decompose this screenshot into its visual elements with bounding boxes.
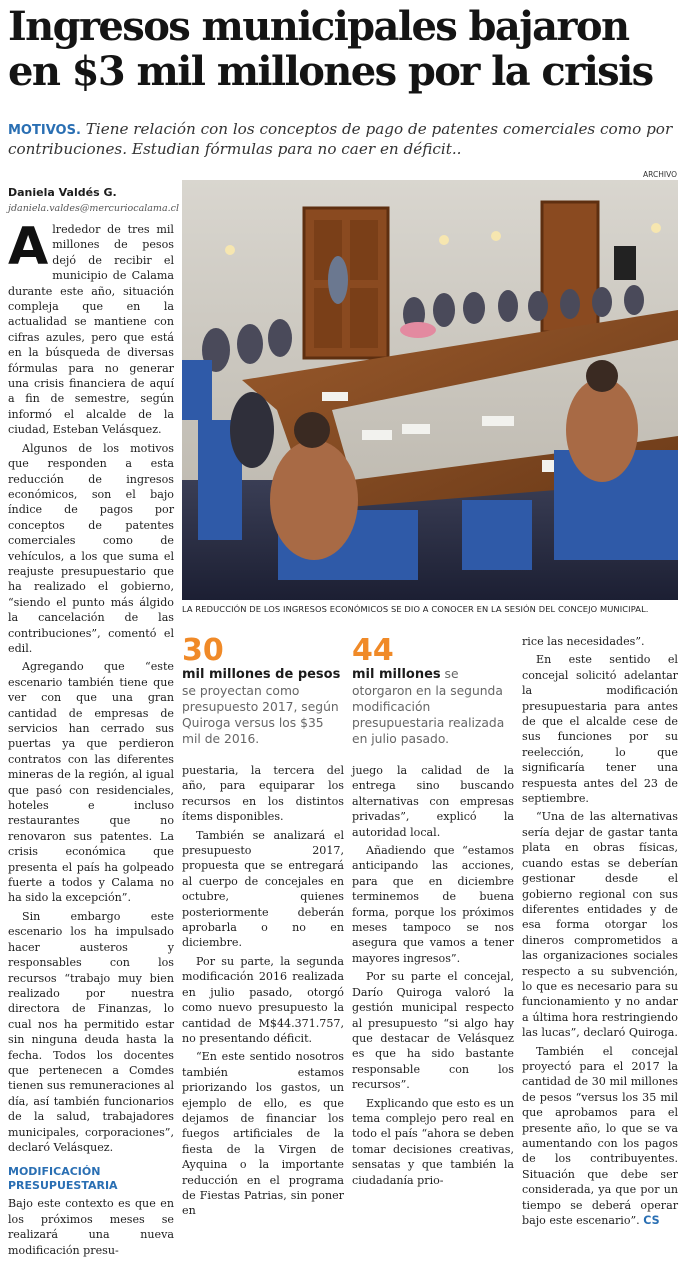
paragraph: Añadiendo que “estamos anticipando las acciones, para que en diciembre terminemos de buena forma, porque los próximos meses tampoco se nos asegura que vamos a tener mayores ingresos”. — [352, 844, 514, 965]
end-mark-icon: CS — [643, 1214, 660, 1228]
deck-kicker: MOTIVOS. — [8, 123, 81, 138]
paragraph: Sin embargo este escenario los ha impulsado hacer austeros y responsables con los recursos “trabajo muy bien realizado por nuestra directora de Finanzas, lo cual nos ha permitido estar sin ninguna deuda hasta la fecha. Todos los docentes que pertenecen a Comdes tienen sus remuneraciones al día, así también funcionarios de la salud, trabajadores municipales, corporaciones”, declaró Velásquez. — [8, 909, 174, 1154]
paragraph: Agregando que “este escenario también tiene que ver con que una gran cantidad de empresas de servicios han cerrado sus puertas ya que perdieron contratos con las diferentes mineras de la región, al igual que pasó con residenciales, hoteles e incluso restaurantes que no renovaron sus patentes. La crisis económica que presenta el país ha golpeado fuerte a todos y Calama no ha sido la excepción”. — [8, 660, 174, 905]
paragraph: rice las necesidades”. — [522, 635, 645, 648]
byline — [8, 186, 178, 214]
article-column-3 — [352, 763, 514, 1191]
stat-callout-30 — [182, 633, 344, 747]
paragraph: También se analizará el presupuesto 2017, propuesta que se entregará al cuerpo de concejales en octubre, quienes posteriormente deberán aprobarla o no en diciembre. — [182, 828, 344, 950]
council-session-photo — [182, 180, 678, 600]
paragraph: Explicando que esto es un tema complejo pero real en todo el país “ahora se deben tomar decisiones creativas, sensatas y que también la ciudadanía prio- — [352, 1096, 514, 1187]
article-column-1 — [8, 217, 174, 1261]
paragraph: También el concejal proyectó para el 2017 la cantidad de 30 mil millones de pesos “versus los 35 mil que aprobamos para el presente año, lo que se va aumentando con los pagos de los contribuyentes. Situación que debe ser considerada, ya que por un tiempo se deberá operar bajo este escenario”. CS — [522, 1044, 678, 1228]
paragraph: Por su parte el concejal, Darío Quiroga valoró la gestión municipal respecto al presupuesto “si algo hay que destacar de Velásquez es que ha sido bastante responsable con los recursos”. — [352, 970, 514, 1092]
article-column-4 — [522, 634, 678, 1231]
author-email: jdaniela.valdes@mercuriocalama.cl — [8, 203, 179, 214]
deck — [8, 120, 678, 159]
stat-text: mil millones se otorgaron en la segunda modificación presupuestaria realizada en julio pasado. — [352, 667, 505, 746]
paragraph: “Una de las alternativas sería dejar de gastar tanta plata en obras físicas, cuando estas se deberían gestionar desde el gobierno regional con sus diferentes entidades y de esa forma otorgar los dineros comprometidos a las organizaciones sociales respecto a su subvención, lo que es necesario para su funcionamiento y no andar a última hora restringiendo las lucas”, declaró Quiroga. — [522, 810, 678, 1040]
photo-caption: LA REDUCCIÓN DE LOS INGRESOS ECONÓMICOS SE DIO A CONOCER EN LA SESIÓN DEL CONCEJO MUNICIPAL. — [182, 604, 649, 614]
author-name: Daniela Valdés G. — [8, 186, 117, 199]
paragraph: Algunos de los motivos que responden a esta reducción de ingresos económicos, son el bajo índice de pagos por conceptos de patentes comerciales como de vehículos, a los que suma el reajuste presupuestario que ha realizado el gobierno, “siendo el punto más álgido la cancelación de las contribuciones”, comentó el edil. — [8, 441, 174, 655]
paragraph: “En este sentido nosotros también estamos priorizando los gastos, un ejemplo de ello, es que dejamos de financiar los fuegos artificiales de la fiesta de la Virgen de Ayquina o la importante reducción en el programa de Fiestas Patrias, sin poner en — [182, 1050, 344, 1218]
section-subhead: MODIFICACIÓN PRESUPUESTARIA — [8, 1165, 118, 1193]
paragraph: puestaria, la tercera del año, para equiparar los recursos en los distintos ítems disponibles. — [182, 764, 344, 824]
stat-text: mil millones de pesos se proyectan como presupuesto 2017, según Quiroga versus los $35 mil de 2016. — [182, 667, 341, 746]
drop-cap: A — [8, 217, 49, 277]
headline: Ingresos municipales bajaron en $3 mil millones por la crisis — [8, 3, 653, 95]
paragraph: juego la calidad de la entrega sino buscando alternativas con empresas privadas”, explicó la autoridad local. — [352, 764, 514, 839]
paragraph: Bajo este contexto es que en los próximos meses se realizará una nueva modificación presu- — [8, 1197, 174, 1257]
stat-number: 30 — [182, 633, 224, 668]
paragraph: Por su parte, la segunda modificación 2016 realizada en julio pasado, otorgó como nuevo presupuesto la cantidad de M$44.371.757, no presentando déficit. — [182, 954, 344, 1045]
photo-credit: ARCHIVO — [643, 170, 677, 179]
paragraph: En este sentido el concejal solicitó adelantar la modificación presupuestaria para antes de que el alcalde cese de sus funciones por su reelección, lo que significaría tener una respuesta antes del 23 de septiembre. — [522, 653, 678, 806]
stat-callout-44 — [352, 633, 514, 747]
stat-number: 44 — [352, 633, 394, 668]
article-column-2 — [182, 763, 344, 1222]
paragraph: Alrededor de tres mil millones de pesos dejó de recibir el municipio de Calama durante este año, situación compleja que en la actualidad se mantiene con cifras azules, pero que está en la búsqueda de diversas fórmulas para no generar una crisis financiera de aquí a fin de semestre, según informó el alcalde de la ciudad, Esteban Velásquez. — [8, 217, 174, 437]
deck-text: Tiene relación con los conceptos de pago de patentes comerciales como por contribuciones. Estudian fórmulas para no caer en déficit.. — [8, 120, 673, 158]
